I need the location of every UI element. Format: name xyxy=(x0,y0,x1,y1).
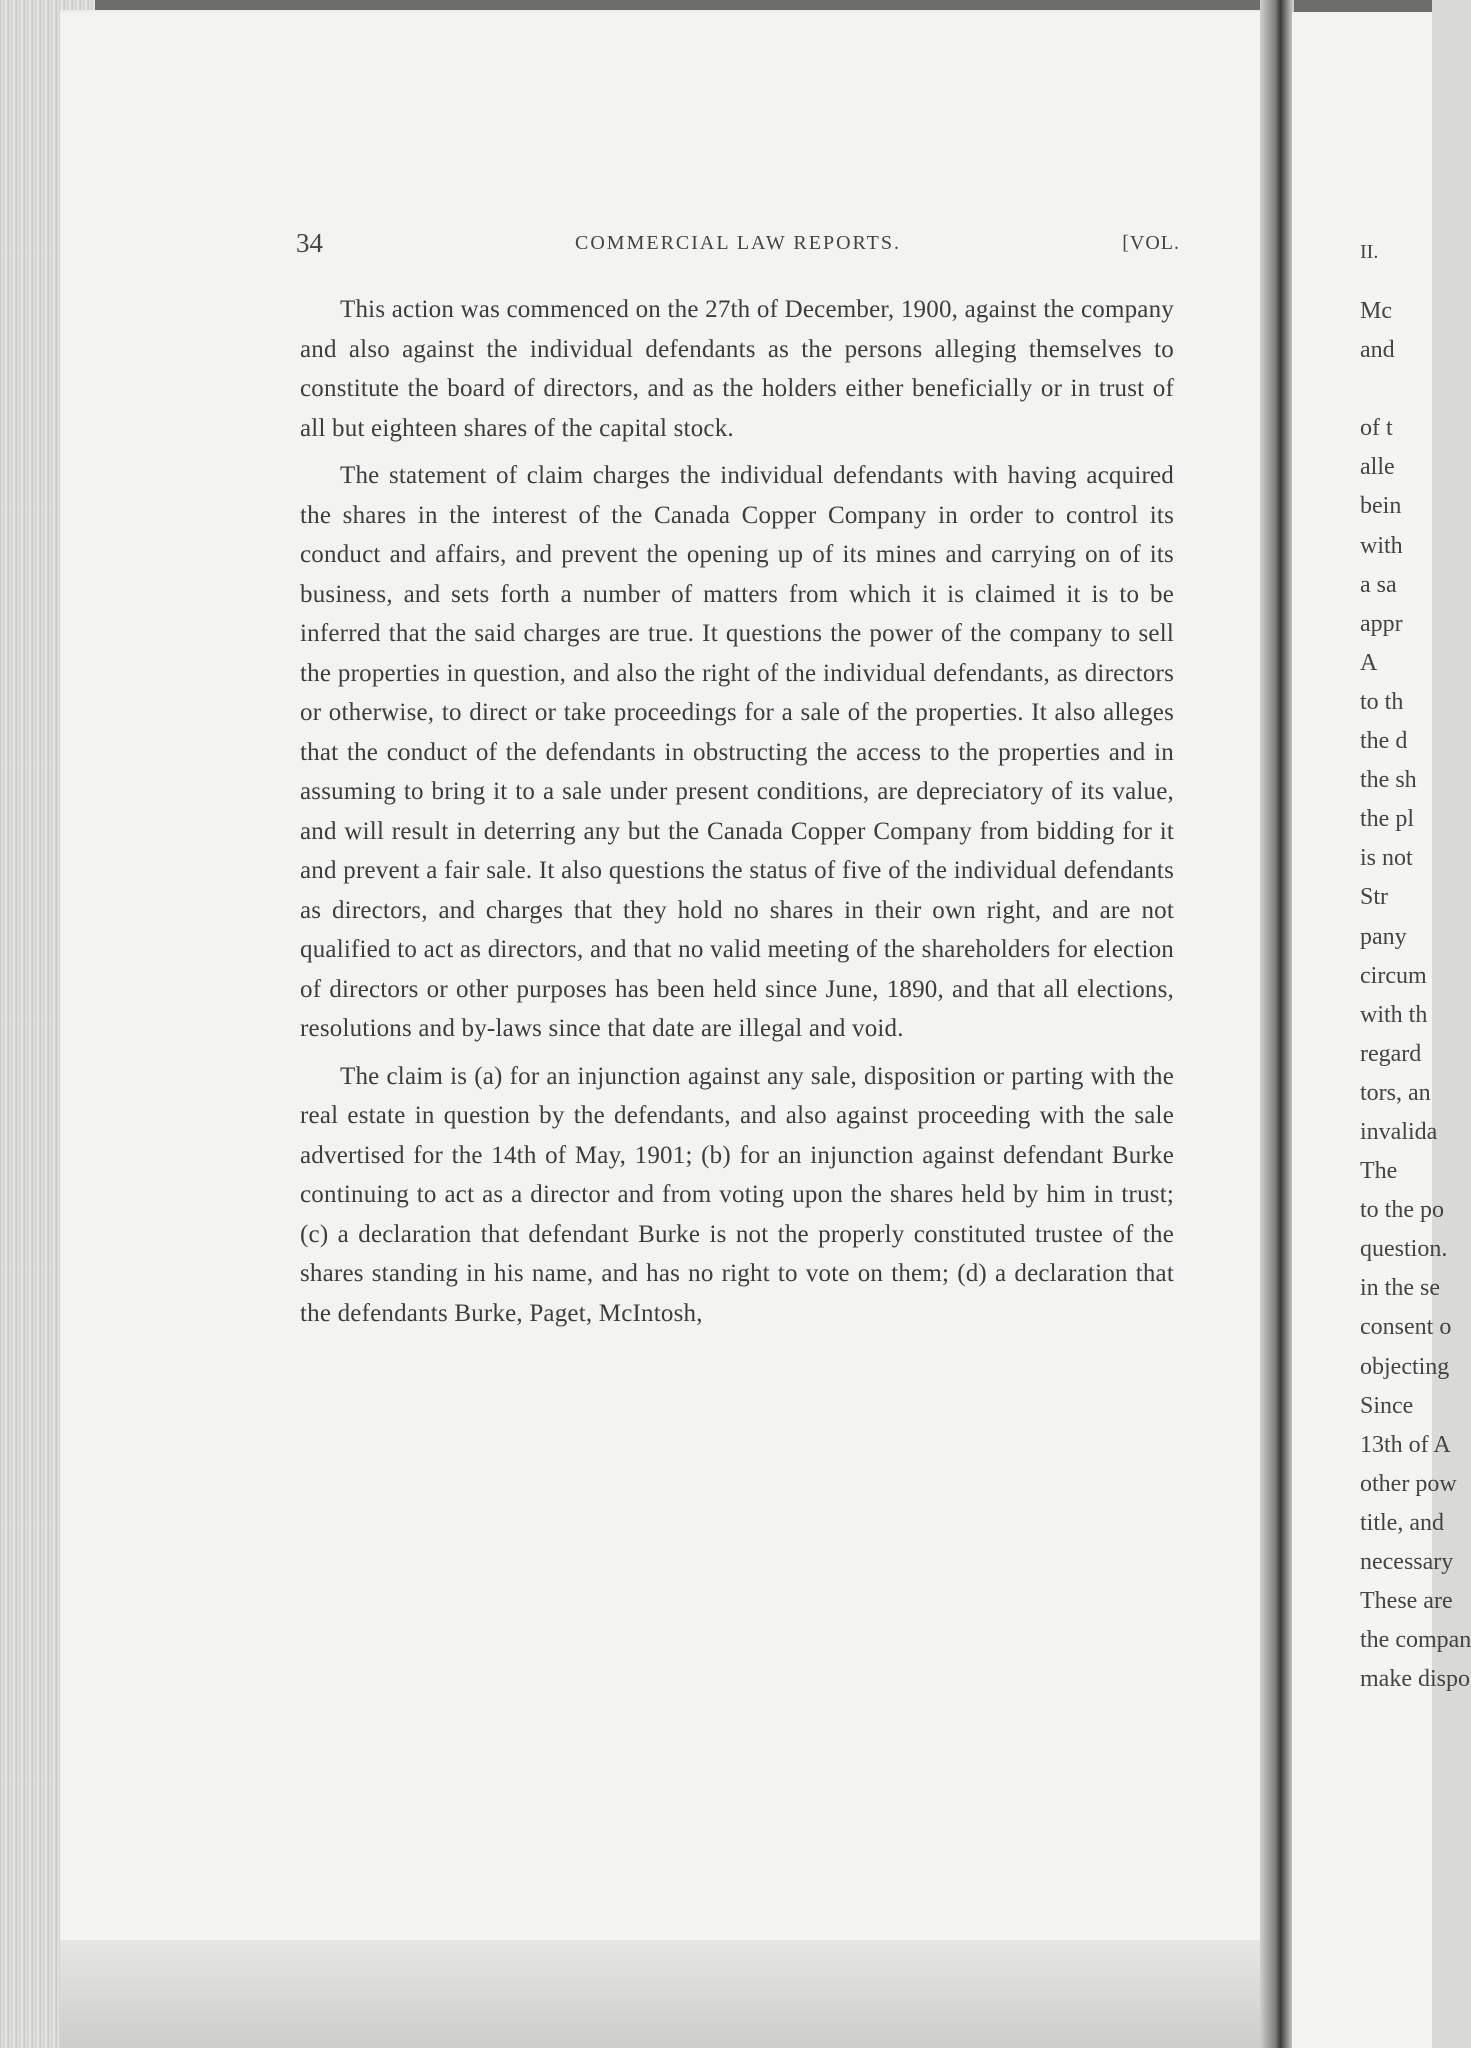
facing-line-fragment: tors, an xyxy=(1360,1079,1431,1106)
facing-line-fragment: of t xyxy=(1360,415,1393,442)
facing-line-fragment: question. xyxy=(1360,1236,1448,1263)
facing-line-fragment xyxy=(1360,370,1440,409)
facing-line-fragment: make dispo xyxy=(1360,1666,1470,1693)
facing-line-fragment: and xyxy=(1360,337,1395,364)
facing-line-fragment: the d xyxy=(1360,728,1408,755)
facing-line-fragment: appr xyxy=(1360,610,1403,637)
facing-line-fragment: The xyxy=(1360,1158,1398,1185)
paragraph: The claim is (a) for an injunction against any sale, disposition or parting with the real estate in question by the defendants, and also against proceeding with the sale advertised for the 14th of May, 1901; (b) for an injunction against defendant Burke continuing to act as a director and from voting upon the shares held by him in trust; (c) a declaration that defendant Burke is not the properly constituted trustee of the shares standing in his name, and has no right to vote on them; (d) a declaration that the defendants Burke, Paget, McIntosh, xyxy=(300,1062,1174,1327)
facing-page-fragments xyxy=(1360,292,1471,1699)
facing-line-fragment: Since xyxy=(1360,1392,1414,1419)
facing-line-fragment: a sa xyxy=(1360,571,1397,598)
facing-line-fragment: regard xyxy=(1360,1040,1422,1067)
facing-line-fragment: other pow xyxy=(1360,1470,1457,1497)
facing-line-fragment: the pl xyxy=(1360,806,1414,833)
facing-line-fragment: with xyxy=(1360,532,1403,559)
facing-line-fragment: to th xyxy=(1360,688,1404,715)
facing-line-fragment: consent o xyxy=(1360,1314,1452,1341)
facing-line-fragment: bein xyxy=(1360,493,1402,520)
facing-line-fragment: alle xyxy=(1360,454,1395,481)
facing-line-fragment: title, and xyxy=(1360,1509,1444,1536)
running-head: COMMERCIAL LAW REPORTS. xyxy=(575,232,901,254)
facing-line-fragment: the sh xyxy=(1360,767,1417,794)
facing-line-fragment: in the se xyxy=(1360,1275,1440,1302)
facing-line-fragment: the compan xyxy=(1360,1627,1471,1654)
facing-line-fragment: is not xyxy=(1360,845,1413,872)
paragraph: The statement of claim charges the individual defendants with having acquired the shares in the interest of the Canada Copper Company in order to control its conduct and affairs, and prevent the opening up of its mines and carrying on of its business, and sets forth a number of matters from which it is claimed it is to be inferred that the said charges are true. It questions the power of the company to sell the properties in question, and also the right of the individual defendants, as directors or otherwise, to direct or take proceedings for a sale of the properties. It also alleges that the conduct of the defendants in obstructing the access to the properties and in assuming to bring it to a sale under present conditions, are depreciatory of its value, and will result in deterring any but the Canada Copper Company from bidding for it and prevent a fair sale. It also questions the status of five of the individual defendants as directors, and charges that they hold no shares in their own right, and are not qualified to act as directors, and that no valid meeting of the shareholders for election of directors or other purposes has been held since June, 1890, and that all elections, resolutions and by-laws since that date are illegal and void. xyxy=(300,462,1174,1042)
facing-running-head: II. xyxy=(1360,241,1379,263)
facing-page-text xyxy=(1360,232,1471,1699)
body-text xyxy=(300,290,1174,1341)
volume-label: [VOL. xyxy=(1122,232,1180,254)
facing-line-fragment: Str xyxy=(1360,884,1389,911)
facing-line-fragment: 13th of A xyxy=(1360,1431,1451,1458)
facing-line-fragment: circum xyxy=(1360,962,1427,989)
facing-line-fragment: to the po xyxy=(1360,1197,1444,1224)
paragraph: This action was commenced on the 27th of December, 1900, against the company and also against the individual defendants as the persons alleging themselves to constitute the board of directors, and as the holders either beneficially or in trust of all but eighteen shares of the capital stock. xyxy=(300,296,1174,442)
page-number: 34 xyxy=(296,228,323,258)
facing-line-fragment: These are xyxy=(1360,1588,1453,1615)
facing-line-fragment: necessary xyxy=(1360,1549,1454,1575)
book-gutter xyxy=(1260,0,1294,2048)
facing-line-fragment: pany xyxy=(1360,923,1407,950)
facing-line-fragment: A xyxy=(1360,649,1378,676)
facing-line-fragment: invalida xyxy=(1360,1118,1438,1145)
page-header xyxy=(296,228,1180,268)
facing-line-fragment: with th xyxy=(1360,1001,1428,1028)
facing-line-fragment: objecting xyxy=(1360,1353,1450,1380)
bottom-shade xyxy=(60,1940,1292,2048)
facing-line-fragment: Mc xyxy=(1360,298,1392,324)
